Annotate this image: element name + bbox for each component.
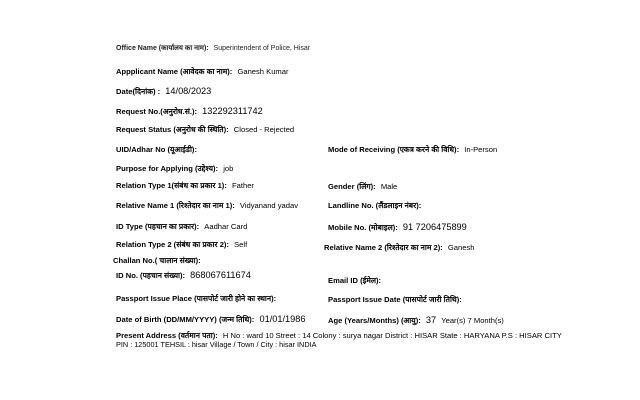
- address-line2-row: [116, 340, 316, 349]
- address-line2: PIN : 125001 TEHSIL : hisar Village / Town / City : hisar INDIA: [116, 340, 317, 349]
- gender-row: [328, 182, 397, 192]
- age-label: Age (Years/Months) (आयु):: [328, 316, 421, 325]
- relative1-value: Vidyanand yadav: [239, 201, 299, 210]
- relation1-value: Father: [232, 181, 254, 190]
- request-status-value: Closed - Rejected: [233, 125, 295, 134]
- address-label: Present Address (वर्तमान पता):: [116, 331, 218, 340]
- mode-label: Mode of Receiving (एकत्र करने की विधि):: [328, 145, 460, 154]
- passport-place-label: Passport Issue Place (पासपोर्ट जारी होने का स्थान):: [116, 294, 277, 303]
- age-number: 37: [425, 315, 437, 325]
- id-no-row: [116, 270, 251, 281]
- dob-value: 01/01/1986: [259, 314, 306, 324]
- applicant-label: Appplicant Name (आवेदक का नाम):: [116, 67, 233, 76]
- id-no-value: 868067611674: [190, 270, 251, 280]
- mobile-row: [328, 222, 467, 233]
- request-no-row: [116, 106, 263, 117]
- relative1-row: [116, 201, 298, 211]
- passport-place-row: [116, 294, 279, 304]
- applicant-value: Ganesh Kumar: [237, 67, 289, 76]
- relative2-value: Ganesh: [447, 243, 475, 252]
- relation1-row: [116, 181, 254, 191]
- applicant-row: [116, 67, 289, 77]
- date-label: Date(दिनांक) :: [116, 87, 161, 96]
- purpose-value: job: [223, 164, 234, 173]
- email-label: Email ID (ईमेल):: [328, 276, 382, 285]
- gender-value: Male: [380, 182, 398, 191]
- age-text: Year(s) 7 Month(s): [441, 316, 504, 325]
- landline-row: [328, 201, 424, 211]
- uid-label: UID/Adhar No (यूआईडी):: [116, 145, 197, 154]
- purpose-row: [116, 164, 233, 174]
- office-name-value: Superintendent of Police, Hisar: [213, 45, 311, 52]
- relative1-label: Relative Name 1 (रिश्तेदार का नाम 1):: [116, 201, 235, 210]
- id-no-label: ID No. (पहचान संख्या):: [116, 271, 186, 280]
- request-no-label: Request No.(अनुरोध.सं.):: [116, 107, 197, 116]
- passport-date-row: [328, 295, 465, 305]
- relative2-label: Relative Name 2 (रिश्तेदार का नाम 2):: [324, 243, 443, 252]
- gender-label: Gender (लिंग):: [328, 182, 376, 191]
- office-name-row: [116, 44, 310, 53]
- id-type-value: Aadhar Card: [204, 222, 248, 231]
- date-value: 14/08/2023: [165, 86, 212, 96]
- office-name-label: Office Name (कार्यालय का नाम):: [116, 45, 209, 52]
- landline-label: Landline No. (लैंडलाइन नंबर):: [328, 201, 422, 210]
- dob-label: Date of Birth (DD/MM/YYYY) (जन्म तिथि):: [116, 315, 255, 324]
- mode-value: In-Person: [464, 145, 498, 154]
- uid-row: [116, 145, 200, 155]
- request-status-label: Request Status (अनुरोध की स्थिति):: [116, 125, 229, 134]
- relation2-label: Relation Type 2 (संबंध का प्रकार 2):: [116, 240, 229, 249]
- mobile-value: 91 7206475899: [402, 222, 467, 232]
- id-type-label: ID Type (पहचान का प्रकार):: [116, 222, 200, 231]
- passport-date-label: Passport Issue Date (पासपोर्ट जारी तिथि):: [328, 295, 462, 304]
- relation1-label: Relation Type 1(संबंध का प्रकार 1):: [116, 181, 227, 190]
- request-status-row: [116, 125, 294, 135]
- id-type-row: [116, 222, 247, 232]
- relative2-row: [324, 243, 475, 253]
- address-line1: H No : ward 10 Street : 14 Colony : surya nagar District : HISAR State : HARYANA P.S : HISAR CITY: [222, 331, 562, 340]
- mobile-label: Mobile No. (मोबाइल):: [328, 223, 398, 232]
- purpose-label: Purpose for Applying (उद्देश्य):: [116, 164, 219, 173]
- challan-label: Challan No.( चालान संख्या):: [113, 256, 201, 265]
- challan-row: [113, 256, 204, 266]
- date-row: [116, 86, 211, 97]
- relation2-row: [116, 240, 247, 250]
- dob-row: [116, 314, 305, 325]
- mode-row: [328, 145, 497, 155]
- age-row: [328, 315, 504, 326]
- request-no-value: 132292311742: [202, 106, 263, 116]
- relation2-value: Self: [234, 240, 248, 249]
- email-row: [328, 276, 384, 286]
